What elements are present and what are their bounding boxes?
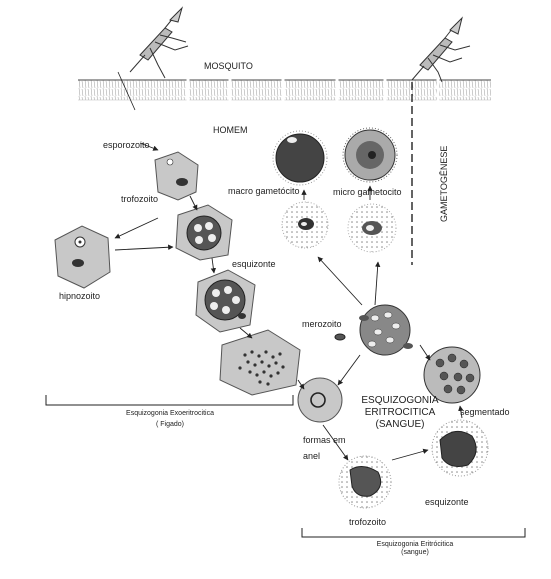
young-macro-gametocyte: [282, 202, 328, 248]
label-esquizogonia-line2: ERITROCITICA: [364, 407, 436, 418]
label-esquizogonia-exoeritrocitica: [95, 410, 245, 429]
label-esquizogonia-eritrocitica: [350, 395, 450, 431]
label-esquizonte-blood: esquizonte: [425, 497, 469, 507]
erythrocytic-bracket: [302, 528, 525, 537]
label-gametogenese: GAMETOGÊNESE: [439, 145, 449, 222]
label-eri-line1: Esquizogonia Eritrócitica: [376, 541, 454, 548]
label-esquizogonia-eritrocitica-sangue: [350, 541, 480, 557]
label-macro-gametocito: macro gametócito: [228, 186, 300, 196]
free-merozoite: [335, 334, 345, 340]
mosquito-icon-right: [412, 18, 470, 82]
liver-cell-mature-schizont: [220, 330, 300, 395]
label-esquizogonia-line1: ESQUIZOGONIA: [361, 395, 439, 406]
micro-gametocyte-cell: [343, 128, 397, 182]
label-eri-line2: (sangue): [401, 549, 429, 556]
label-esquizonte-liver: esquizonte: [232, 259, 276, 269]
label-esquizogonia-line3: (SANGUE): [375, 419, 425, 430]
label-esporozoito: esporozoito: [103, 140, 150, 150]
liver-cell-early-schizont: [176, 205, 232, 260]
label-mosquito: MOSQUITO: [204, 61, 253, 71]
liver-cell-schizont: [196, 270, 255, 332]
liver-cell-trophozoite: [155, 152, 198, 200]
label-formas-line1: formas em: [303, 435, 346, 445]
label-trofozoito-liver: trofozoito: [121, 194, 159, 204]
macro-gametocyte-cell: [273, 131, 327, 185]
label-exo-line1: Esquizogonia Exoeritrocitica: [126, 410, 214, 417]
exoerythrocytic-bracket: [46, 395, 293, 405]
label-merozoito: merozoito: [302, 319, 342, 329]
young-micro-gametocyte: [348, 204, 396, 252]
label-hipnozoito: hipnozoito: [59, 291, 101, 301]
label-trofozoito-blood: trofozoito: [349, 517, 387, 527]
label-segmentado: segmentado: [460, 407, 510, 417]
label-formas-em-anel: [303, 435, 353, 461]
mosquito-icon-left: [130, 8, 188, 78]
blood-trophozoite-cell: [339, 456, 391, 508]
liver-cell-hypnozoite: [55, 226, 110, 288]
label-formas-line2: anel: [303, 451, 321, 461]
ring-form-cell: [298, 378, 342, 422]
label-micro-gametocito: micro gametocito: [333, 187, 402, 197]
merozoite-cluster: [359, 305, 413, 355]
label-exo-line2: ( Figado): [155, 421, 184, 428]
label-homem: HOMEM: [213, 125, 248, 135]
skin-layer: [78, 78, 491, 102]
